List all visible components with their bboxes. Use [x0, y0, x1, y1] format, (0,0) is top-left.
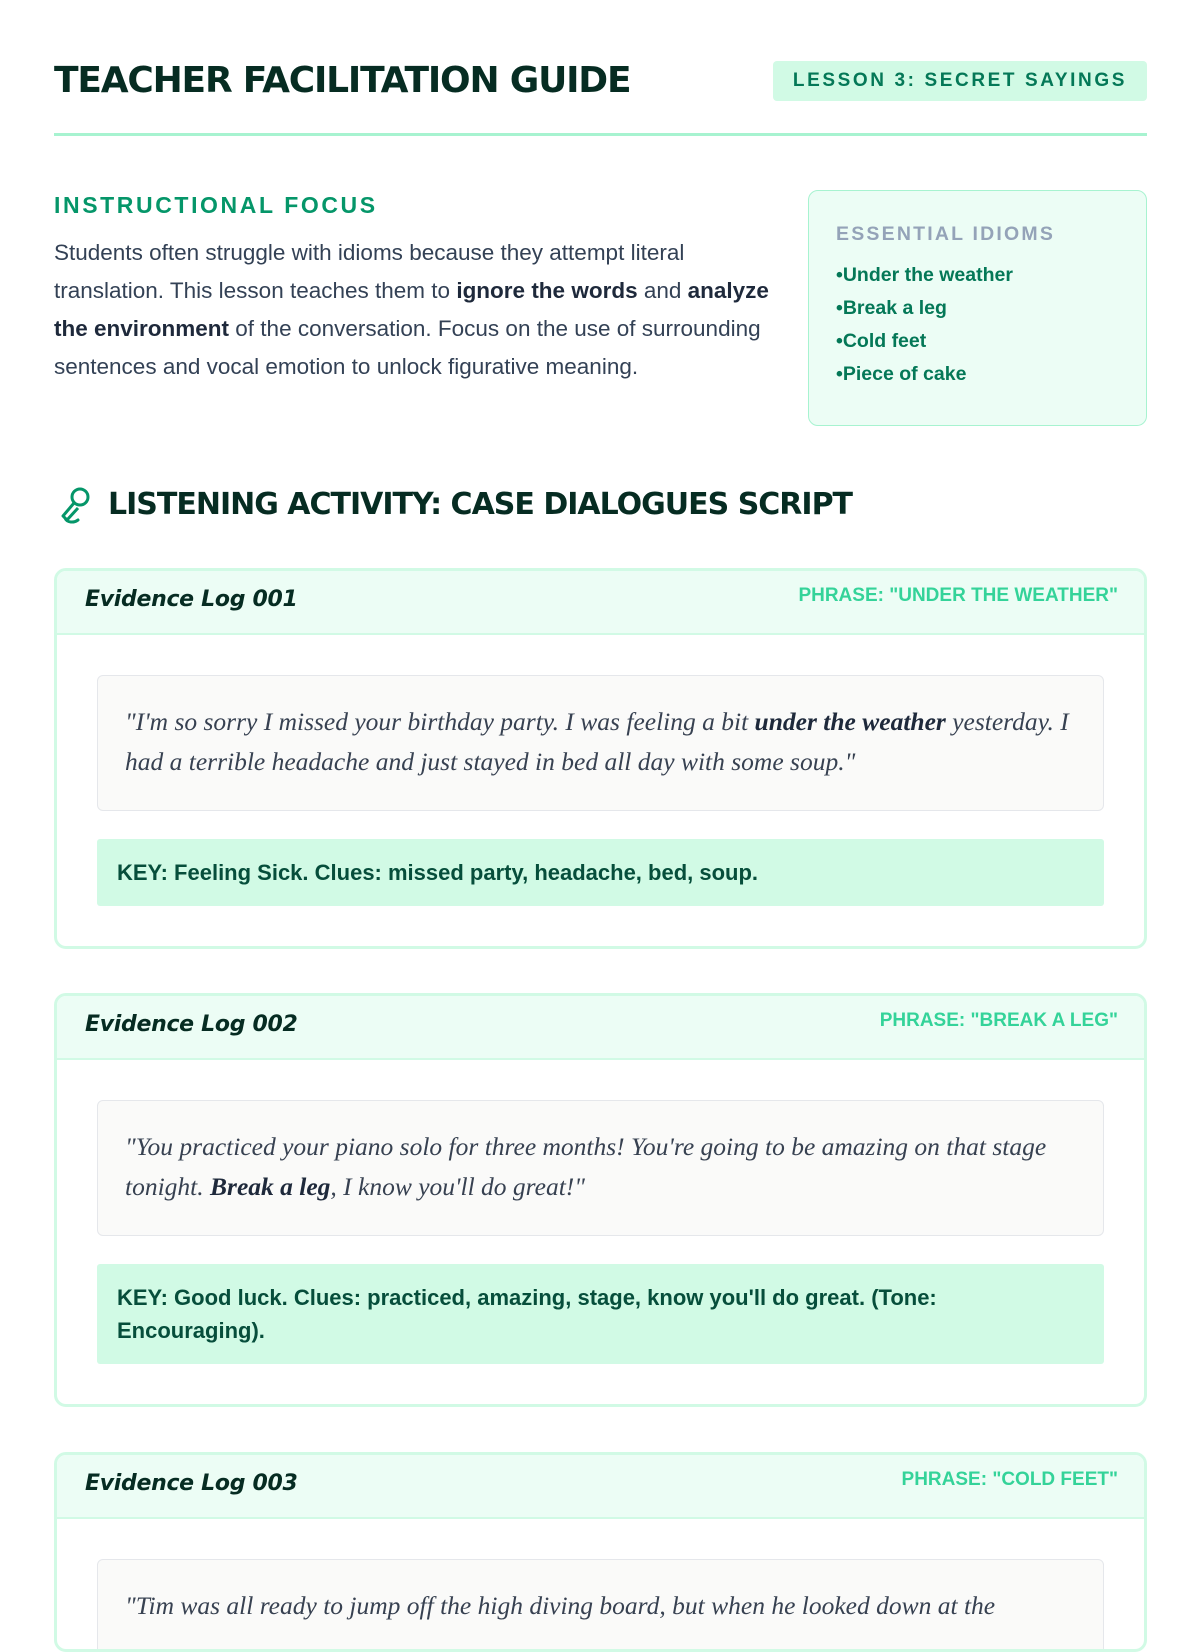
- quote-text: "I'm so sorry I missed your birthday party. I was feeling a bit: [125, 707, 755, 736]
- idiom-item: • Cold feet: [836, 325, 1119, 358]
- evidence-card: [54, 1452, 1147, 1652]
- essential-idioms-heading: ESSENTIAL IDIOMS: [836, 223, 1056, 245]
- phrase-label: PHRASE: "BREAK A LEG": [879, 1010, 1118, 1031]
- answer-key: KEY: Good luck. Clues: practiced, amazing, stage, know you'll do great. (Tone: Encouraging).: [97, 1264, 1104, 1364]
- evidence-card: [54, 993, 1147, 1407]
- instructional-focus-text: [54, 234, 774, 386]
- quote-text: , I know you'll do great!": [330, 1172, 586, 1201]
- evidence-card-header: [57, 996, 1144, 1060]
- focus-emphasis: analyze the environment: [54, 278, 769, 341]
- focus-text-part: and: [637, 278, 688, 303]
- dialogue-quote: [97, 675, 1104, 811]
- idiom-item: • Piece of cake: [836, 358, 1119, 391]
- evidence-log-title: Evidence Log 002: [85, 1012, 298, 1037]
- idioms-list: [836, 259, 1119, 391]
- focus-text-part: of the conversation. Focus on the use of surrounding sentences and vocal emotion to unlock figurative meaning.: [54, 316, 761, 379]
- quote-idiom: Break a leg: [210, 1172, 331, 1201]
- answer-key: KEY: Feeling Sick. Clues: missed party, headache, bed, soup.: [97, 839, 1104, 906]
- evidence-log-title: Evidence Log 001: [85, 587, 298, 612]
- focus-emphasis: ignore the words: [456, 278, 638, 303]
- quote-text: yesterday. I had a terrible headache and just stayed in bed all day with some soup.": [125, 707, 1069, 776]
- dialogue-quote: [97, 1100, 1104, 1236]
- lesson-badge: LESSON 3: SECRET SAYINGS: [773, 61, 1147, 101]
- microphone-icon: [58, 486, 92, 524]
- dialogue-quote: [97, 1559, 1104, 1652]
- idiom-item: • Break a leg: [836, 292, 1119, 325]
- evidence-log-title: Evidence Log 003: [85, 1471, 298, 1496]
- focus-text-part: Students often struggle with idioms because they attempt literal translation. This lesson teaches them to: [54, 240, 685, 303]
- listening-activity-title: LISTENING ACTIVITY: CASE DIALOGUES SCRIPT: [108, 487, 853, 522]
- instructional-focus-heading: INSTRUCTIONAL FOCUS: [54, 192, 378, 218]
- quote-text: "Tim was all ready to jump off the high diving board, but when he looked down at the: [125, 1591, 996, 1620]
- page-header: [54, 56, 1147, 136]
- phrase-label: PHRASE: "UNDER THE WEATHER": [798, 585, 1118, 606]
- page-title: TEACHER FACILITATION GUIDE: [54, 60, 631, 101]
- idiom-item: • Under the weather: [836, 259, 1119, 292]
- evidence-card-header: [57, 571, 1144, 635]
- phrase-label: PHRASE: "COLD FEET": [901, 1469, 1118, 1490]
- evidence-card-header: [57, 1455, 1144, 1519]
- quote-idiom: under the weather: [754, 707, 946, 736]
- quote-text: "You practiced your piano solo for three months! You're going to be amazing on that stage tonight.: [125, 1132, 1047, 1201]
- instructional-focus-section: [54, 190, 774, 386]
- evidence-card: [54, 568, 1147, 949]
- essential-idioms-box: [808, 190, 1147, 426]
